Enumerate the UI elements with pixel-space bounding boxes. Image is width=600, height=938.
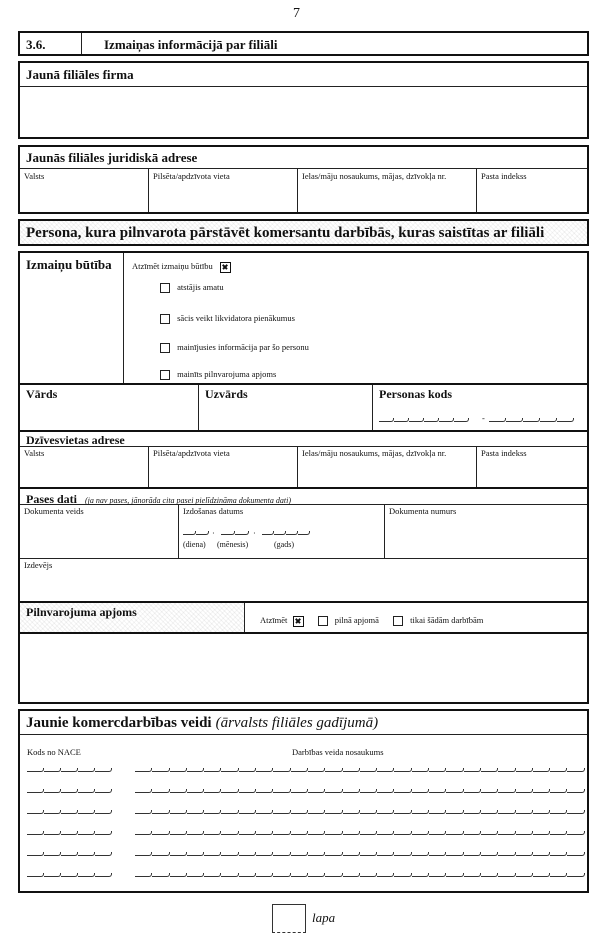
nace-code-boxes[interactable]: [27, 789, 112, 793]
field-label: Pilsēta/apdzīvota vieta: [153, 171, 230, 181]
personal-code-part1[interactable]: [379, 418, 469, 422]
activities-box: [18, 709, 589, 893]
field-label: Pasta indekss: [481, 171, 527, 181]
checkbox[interactable]: [160, 314, 170, 324]
date-month-boxes[interactable]: [221, 531, 249, 535]
option-label: sācis veikt likvidatora pienākumus: [177, 313, 295, 323]
residence-country-field[interactable]: [20, 447, 148, 487]
checkbox[interactable]: [160, 283, 170, 293]
date-day-boxes[interactable]: [183, 531, 209, 535]
section-number: 3.6.: [26, 37, 46, 52]
last-name-field[interactable]: [199, 385, 372, 430]
field-label: Vārds: [26, 387, 58, 401]
nace-code-boxes[interactable]: [27, 768, 112, 772]
residence-street-field[interactable]: [298, 447, 476, 487]
field-label: Uzvārds: [205, 387, 248, 401]
field-label: Ielas/māju nosaukums, mājas, dzīvokļa nr.: [302, 171, 447, 181]
checkbox[interactable]: [318, 616, 328, 626]
change-option-scope-changed[interactable]: [160, 369, 276, 380]
divider: [244, 603, 245, 632]
legal-postcode-field[interactable]: [477, 169, 587, 212]
legal-street-field[interactable]: [298, 169, 476, 212]
change-nature-instruction: [132, 261, 231, 273]
legal-city-field[interactable]: [149, 169, 297, 212]
instruction-text: Atzīmēt: [260, 615, 288, 625]
nace-code-boxes[interactable]: [27, 852, 112, 856]
personal-code-part2[interactable]: [489, 418, 574, 422]
date-year-boxes[interactable]: [262, 531, 310, 535]
field-label: Izdevējs: [24, 560, 53, 570]
date-month-caption: (mēnesis): [217, 540, 249, 549]
activities-label: Jaunie komercdarbības veidi: [26, 715, 212, 731]
activity-name-boxes[interactable]: [135, 852, 585, 856]
field-label: Pasta indekss: [481, 448, 527, 458]
issuer-field[interactable]: [20, 559, 587, 601]
divider: [81, 33, 82, 54]
page-count-input[interactable]: [272, 904, 306, 933]
date-separator: ·: [253, 528, 256, 538]
field-label: Dokumenta numurs: [389, 506, 457, 516]
nace-code-boxes[interactable]: [27, 873, 112, 877]
divider: [20, 430, 587, 432]
divider: [20, 487, 587, 489]
scope-option-specific[interactable]: [393, 615, 483, 625]
authority-scope-label-cell: [20, 603, 244, 632]
date-day-caption: (diena): [183, 540, 206, 549]
first-name-field[interactable]: [20, 385, 198, 430]
new-firm-input[interactable]: [22, 89, 585, 135]
residence-label: Dzīvesvietas adrese: [26, 433, 125, 447]
document-type-field[interactable]: [20, 505, 178, 558]
residence-postcode-field[interactable]: [477, 447, 587, 487]
field-label: Pilsēta/apdzīvota vieta: [153, 448, 230, 458]
code-separator: -: [482, 413, 485, 423]
page-number: 7: [293, 6, 300, 21]
activity-name-boxes[interactable]: [135, 789, 585, 793]
passport-note: (ja nav pases, jānorāda cita pasei pielīdzināma dokumenta dati): [85, 496, 291, 505]
checked-example-icon: [220, 262, 231, 273]
checkbox[interactable]: [393, 616, 403, 626]
date-year-caption: (gads): [274, 540, 294, 549]
scope-option-full[interactable]: [318, 615, 381, 625]
section-title: Izmaiņas informācijā par filiāli: [104, 37, 278, 52]
field-label: Valsts: [24, 448, 45, 458]
option-label: pilnā apjomā: [334, 615, 379, 625]
change-option-info-changed[interactable]: [160, 342, 309, 353]
authority-scope-label: Pilnvarojuma apjoms: [26, 605, 137, 619]
change-nature-label: Izmaiņu būtība: [26, 257, 112, 272]
checkbox[interactable]: [160, 343, 170, 353]
activity-name-boxes[interactable]: [135, 810, 585, 814]
change-option-left-office[interactable]: [160, 282, 224, 293]
passport-label: Pases dati: [26, 492, 77, 506]
date-separator: ·: [212, 528, 215, 538]
activity-name-boxes[interactable]: [135, 768, 585, 772]
option-label: mainījusies informācija par šo personu: [177, 342, 309, 352]
legal-address-box: [18, 145, 589, 214]
activity-name-column-label: Darbības veida nosaukums: [292, 747, 384, 757]
divider: [123, 253, 124, 384]
new-firm-box: [18, 61, 589, 139]
field-label: Ielas/māju nosaukums, mājas, dzīvokļa nr.: [302, 448, 447, 458]
new-firm-label: Jaunā filiāles firma: [26, 67, 134, 82]
field-label: Dokumenta veids: [24, 506, 84, 516]
change-option-liquidator[interactable]: [160, 313, 295, 324]
field-label: Valsts: [24, 171, 45, 181]
person-header-box: [18, 219, 589, 246]
legal-country-field[interactable]: [20, 169, 148, 212]
activity-name-boxes[interactable]: [135, 873, 585, 877]
field-label: Personas kods: [379, 387, 453, 401]
instruction-text: Atzīmēt izmaiņu būtību: [132, 261, 213, 271]
residence-city-field[interactable]: [149, 447, 297, 487]
nace-code-boxes[interactable]: [27, 810, 112, 814]
option-label: tikai šādām darbībām: [410, 615, 484, 625]
field-label: Izdošanas datums: [183, 506, 244, 516]
divider: [20, 734, 587, 735]
activities-header: [26, 714, 378, 732]
option-label: atstājis amatu: [177, 282, 224, 292]
document-number-field[interactable]: [385, 505, 587, 558]
option-label: mainīts pilnvarojuma apjoms: [177, 369, 277, 379]
personal-code-field[interactable]: [373, 385, 587, 430]
activities-note: (ārvalsts filiāles gadījumā): [215, 715, 379, 731]
activity-name-boxes[interactable]: [135, 831, 585, 835]
person-header: Persona, kura pilnvarota pārstāvēt komersantu darbībās, kuras saistītas ar filiāli: [26, 225, 545, 241]
nace-column-label: Kods no NACE: [27, 747, 81, 757]
nace-code-boxes[interactable]: [27, 831, 112, 835]
issue-date-field[interactable]: [179, 505, 384, 558]
person-block: [18, 251, 589, 704]
page-label: lapa: [312, 910, 336, 925]
divider: [20, 86, 587, 87]
checkbox[interactable]: [160, 370, 170, 380]
authority-scope-options: [260, 615, 483, 627]
section-header: [18, 31, 589, 56]
authority-scope-details-input[interactable]: [20, 634, 587, 702]
checked-example-icon: [293, 616, 304, 627]
legal-address-label: Jaunās filiāles juridiskā adrese: [26, 150, 198, 165]
